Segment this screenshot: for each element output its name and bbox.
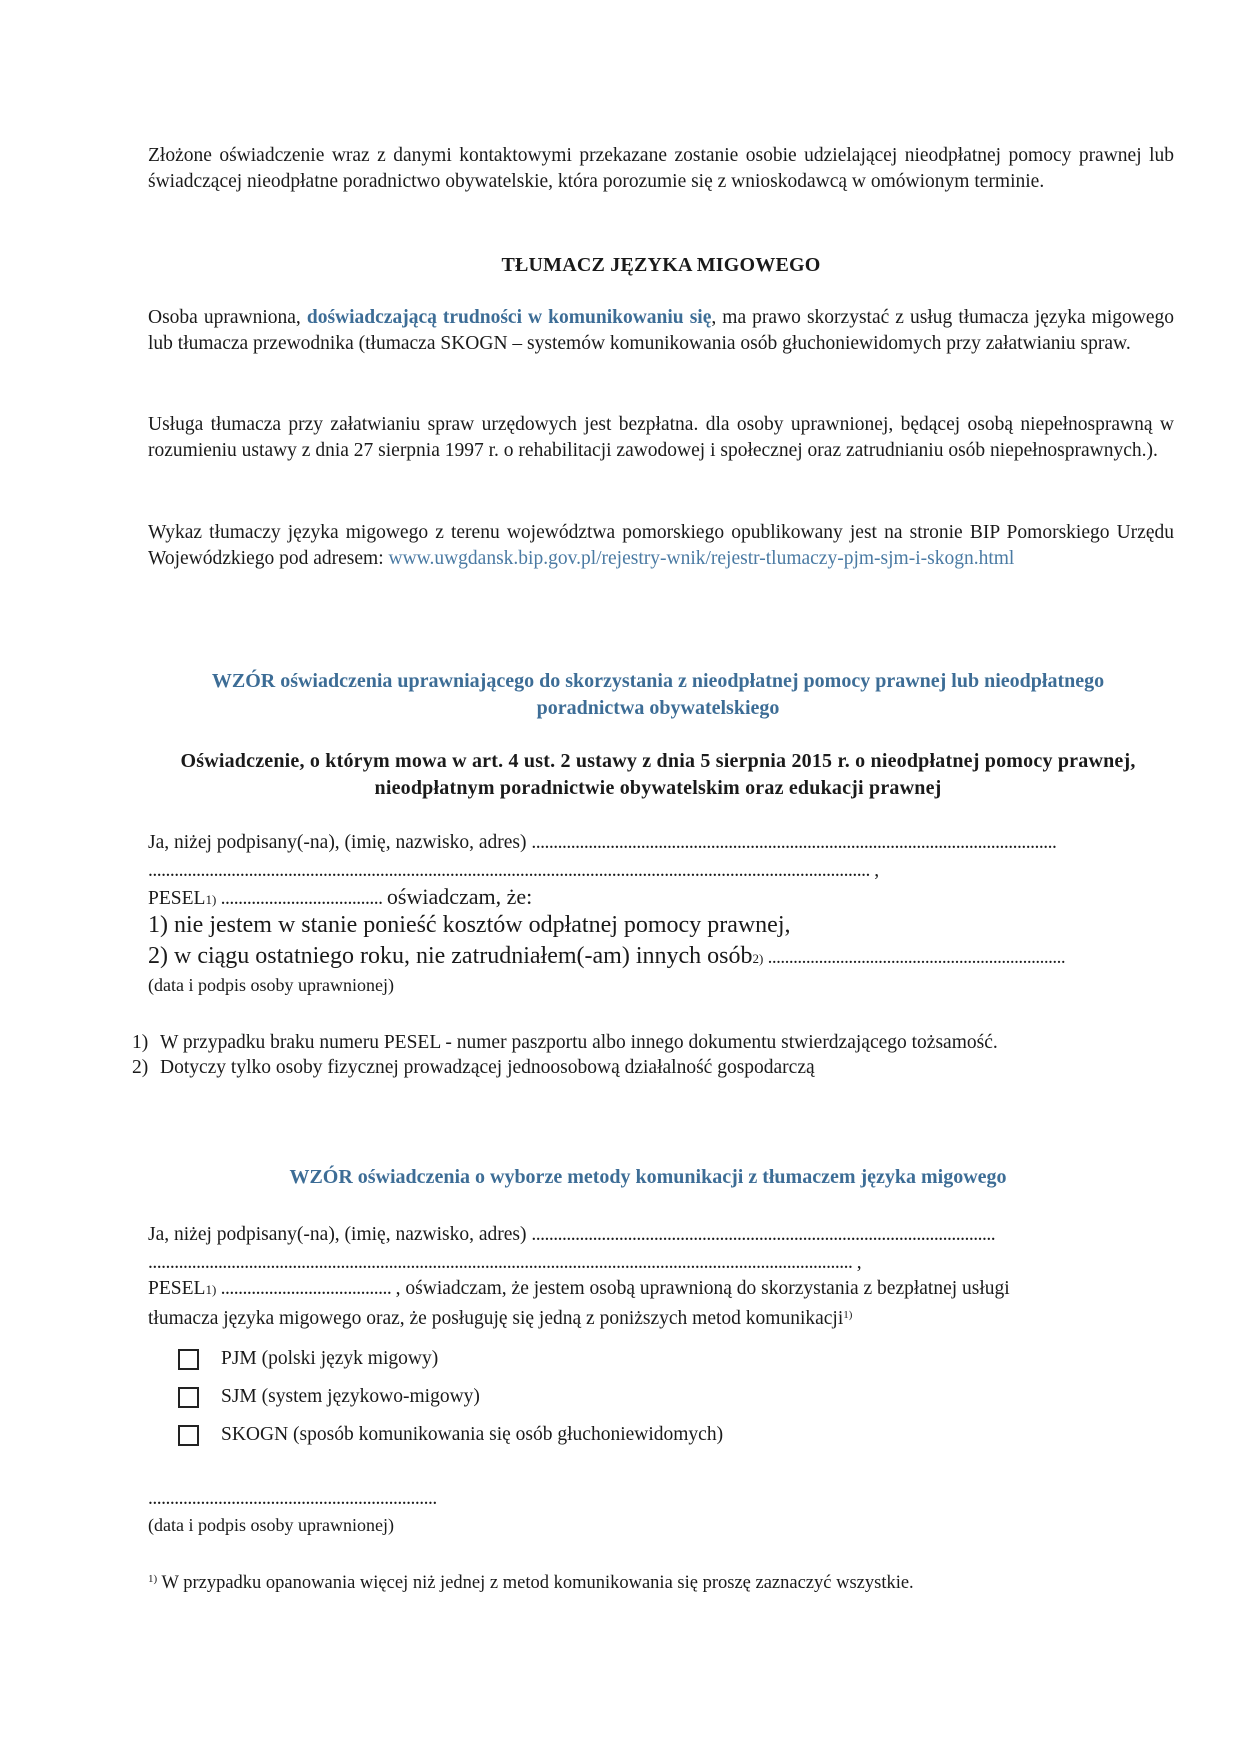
footnote-text: W przypadku opanowania więcej niż jednej z metod komunikowania się proszę zaznaczyć wszystkie. <box>157 1573 914 1593</box>
form2-declare-line-2 <box>148 1302 852 1332</box>
option-skogn[interactable] <box>178 1424 723 1446</box>
form1-item-1: 1) nie jestem w stanie ponieść kosztów odpłatnej pomocy prawnej, <box>148 912 791 938</box>
footnote-ref: 2) <box>752 951 764 966</box>
option-label: PJM (polski język migowy) <box>221 1348 439 1369</box>
option-sjm[interactable] <box>178 1386 480 1408</box>
name-label: Ja, niżej podpisany(-na), (imię, nazwisko, adres) <box>148 1224 532 1245</box>
bip-link[interactable]: www.uwgdansk.bip.gov.pl/rejestry-wnik/rejestr-tlumaczy-pjm-sjm-i-skogn.html <box>388 548 1015 569</box>
p1-text-after: , ma prawo skorzystać z usług tłumacza języka migowego lub tłumacza przewodnika (tłumacza SKOGN – systemów komunikowania osób głuchoniewidomych przy załatwianiu spraw. <box>148 307 1174 354</box>
form2-signature-field[interactable]: .................................................................. <box>148 1488 437 1509</box>
pesel-label: PESEL <box>148 1278 206 1299</box>
form1-title: WZÓR oświadczenia uprawniającego do skorzystania z nieodpłatnej pomocy prawnej lub nieodpłatnego poradnictwa obywatelskiego <box>211 670 1105 719</box>
form2-sign-caption: (data i podpis osoby uprawnionej) <box>148 1515 394 1535</box>
footnote-num: 1) <box>148 1573 158 1585</box>
sign-language-paragraph-2: Usługa tłumacza przy załatwianiu spraw urzędowych jest bezpłatna. dla osoby uprawnionej, będącej osobą niepełnosprawną w rozumieniu ustawy z dnia 27 sierpnia 1997 r. o rehabilitacji zawodowej i społecznej oraz zatrudnianiu osób niepełnosprawnych.). <box>148 414 1174 461</box>
checkbox-sjm[interactable] <box>178 1387 199 1408</box>
form2-footnote <box>148 1566 914 1596</box>
footnote-ref: 1) <box>843 1309 853 1321</box>
option-label: SJM (system językowo-migowy) <box>221 1386 480 1407</box>
p1-text: Osoba uprawniona, <box>148 307 307 328</box>
option-pjm[interactable] <box>178 1348 438 1370</box>
footnote-ref: 1) <box>205 892 217 907</box>
footnote-text: Dotyczy tylko osoby fizycznej prowadzącej jednoosobową działalność gospodarczą <box>160 1057 815 1078</box>
signature-field[interactable]: ...................................................................... <box>763 947 1066 968</box>
name-address-field[interactable]: ........................................................................................................................ <box>531 832 1057 853</box>
form2-title: WZÓR oświadczenia o wyborze metody komunikacji z tłumaczem języka migowego <box>289 1166 1007 1188</box>
name-address-field[interactable]: .......................................................................................................... <box>531 1224 996 1245</box>
footnote-1 <box>132 1030 998 1055</box>
pesel-field[interactable]: ....................................... <box>216 1278 396 1299</box>
pesel-field[interactable]: ..................................... <box>216 888 387 909</box>
pesel-label: PESEL <box>148 888 206 909</box>
form1-name-line <box>148 830 1056 856</box>
checkbox-skogn[interactable] <box>178 1425 199 1446</box>
footnote-num: 2) <box>132 1057 149 1078</box>
footnote-num: 1) <box>132 1032 149 1053</box>
form2-name-line <box>148 1222 995 1248</box>
intro-paragraph: Złożone oświadczenie wraz z danymi kontaktowymi przekazane zostanie osobie udzielającej nieodpłatnej pomocy prawnej lub świadczącej nieodpłatne poradnictwo obywatelskie, która porozumie się z wnioskodawcą w omówionym terminie. <box>148 145 1174 192</box>
declare-text: oświadczam, że: <box>386 884 533 909</box>
p3-text: Wykaz tłumaczy języka migowego z terenu województwa pomorskiego opublikowany jest na stronie BIP Pomorskiego Urzędu Wojewódzkiego pod adresem: <box>148 522 1174 569</box>
form1-sign-caption: (data i podpis osoby uprawnionej) <box>148 975 394 995</box>
declare-text-2: tłumacza języka migowego oraz, że posługuję się jedną z poniższych metod komunikacji <box>148 1308 844 1329</box>
option-label: SKOGN (sposób komunikowania się osób głuchoniewidomych) <box>221 1424 724 1445</box>
form2-address-field-2[interactable]: ................................................................................................................................................................. , <box>148 1252 862 1273</box>
form1-address-field-2[interactable]: ..................................................................................................................................................................... , <box>148 860 879 881</box>
checkbox-pjm[interactable] <box>178 1349 199 1370</box>
form2-pesel-line <box>148 1276 1010 1303</box>
form1-item-2 <box>148 941 1065 974</box>
name-label: Ja, niżej podpisany(-na), (imię, nazwisko, adres) <box>148 832 532 853</box>
sign-language-paragraph-3 <box>148 520 1174 572</box>
form1-footnotes <box>132 1030 998 1080</box>
declare-text: , oświadczam, że jestem osobą uprawnioną do skorzystania z bezpłatnej usługi <box>395 1278 1010 1299</box>
footnote-text: W przypadku braku numeru PESEL - numer paszportu albo innego dokumentu stwierdzającego tożsamość. <box>160 1032 998 1053</box>
footnote-ref: 1) <box>205 1282 217 1297</box>
footnote-2 <box>132 1055 998 1080</box>
highlight-text: doświadczającą trudności w komunikowaniu się <box>306 307 712 328</box>
sign-language-heading: TŁUMACZ JĘZYKA MIGOWEGO <box>501 254 821 276</box>
form1-subtitle: Oświadczenie, o którym mowa w art. 4 ust. 2 ustawy z dnia 5 sierpnia 2015 r. o nieodpłatnej pomocy prawnej, nieodpłatnym poradnictwie obywatelskim oraz edukacji prawnej <box>180 750 1136 799</box>
item2-text: 2) w ciągu ostatniego roku, nie zatrudniałem(-am) innych osób <box>148 943 753 969</box>
form1-pesel-line <box>148 884 532 913</box>
sign-language-paragraph-1 <box>148 305 1174 357</box>
